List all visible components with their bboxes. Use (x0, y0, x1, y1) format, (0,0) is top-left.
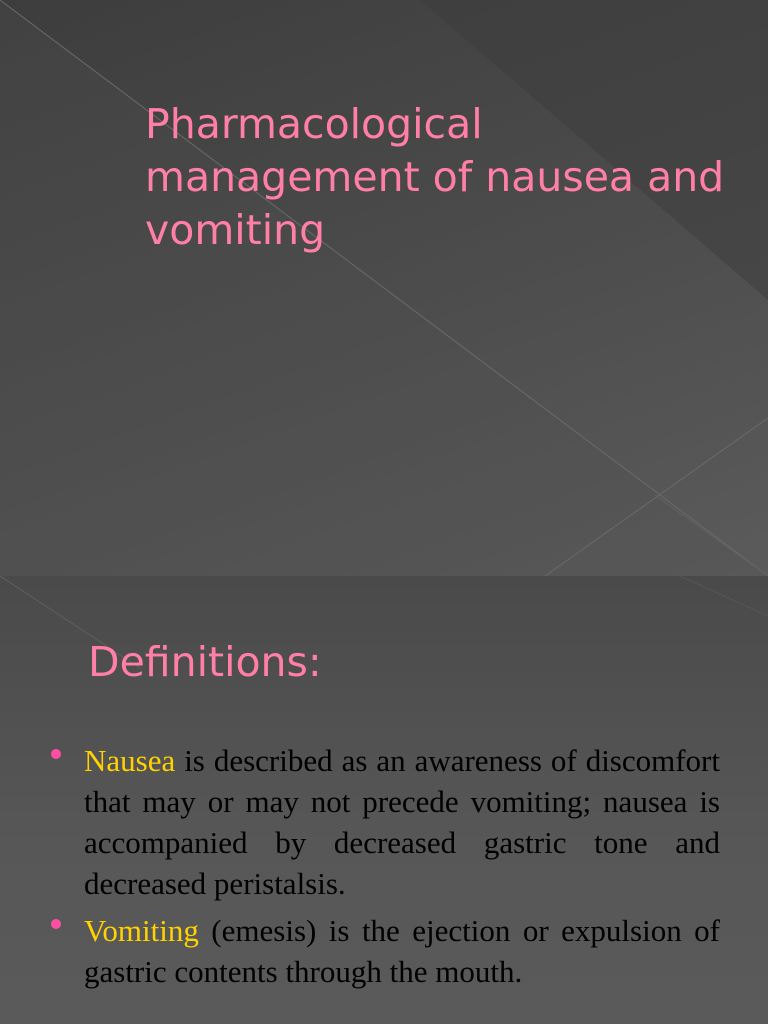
bullet-icon (51, 749, 61, 759)
definition-text (84, 740, 720, 904)
definition-term: Vomiting (84, 913, 199, 948)
definition-body: is described as an awareness of discomfort that may or may not precede vomiting; nausea is accompanied by decreased gastric tone and decreased peristalsis. (84, 743, 720, 901)
list-item (0, 740, 768, 904)
definition-term: Nausea (84, 743, 176, 778)
definition-text (84, 910, 720, 992)
definitions-heading: Definitions: (88, 638, 322, 686)
definitions-list (0, 740, 768, 998)
slide-title-heading: Pharmacological management of nausea and vomiting (145, 100, 725, 254)
list-item (0, 910, 768, 992)
definition-body: (emesis) is the ejection or expulsion of gastric contents through the mouth. (84, 913, 720, 989)
slide-definitions (0, 576, 768, 1024)
bullet-icon (51, 919, 61, 929)
